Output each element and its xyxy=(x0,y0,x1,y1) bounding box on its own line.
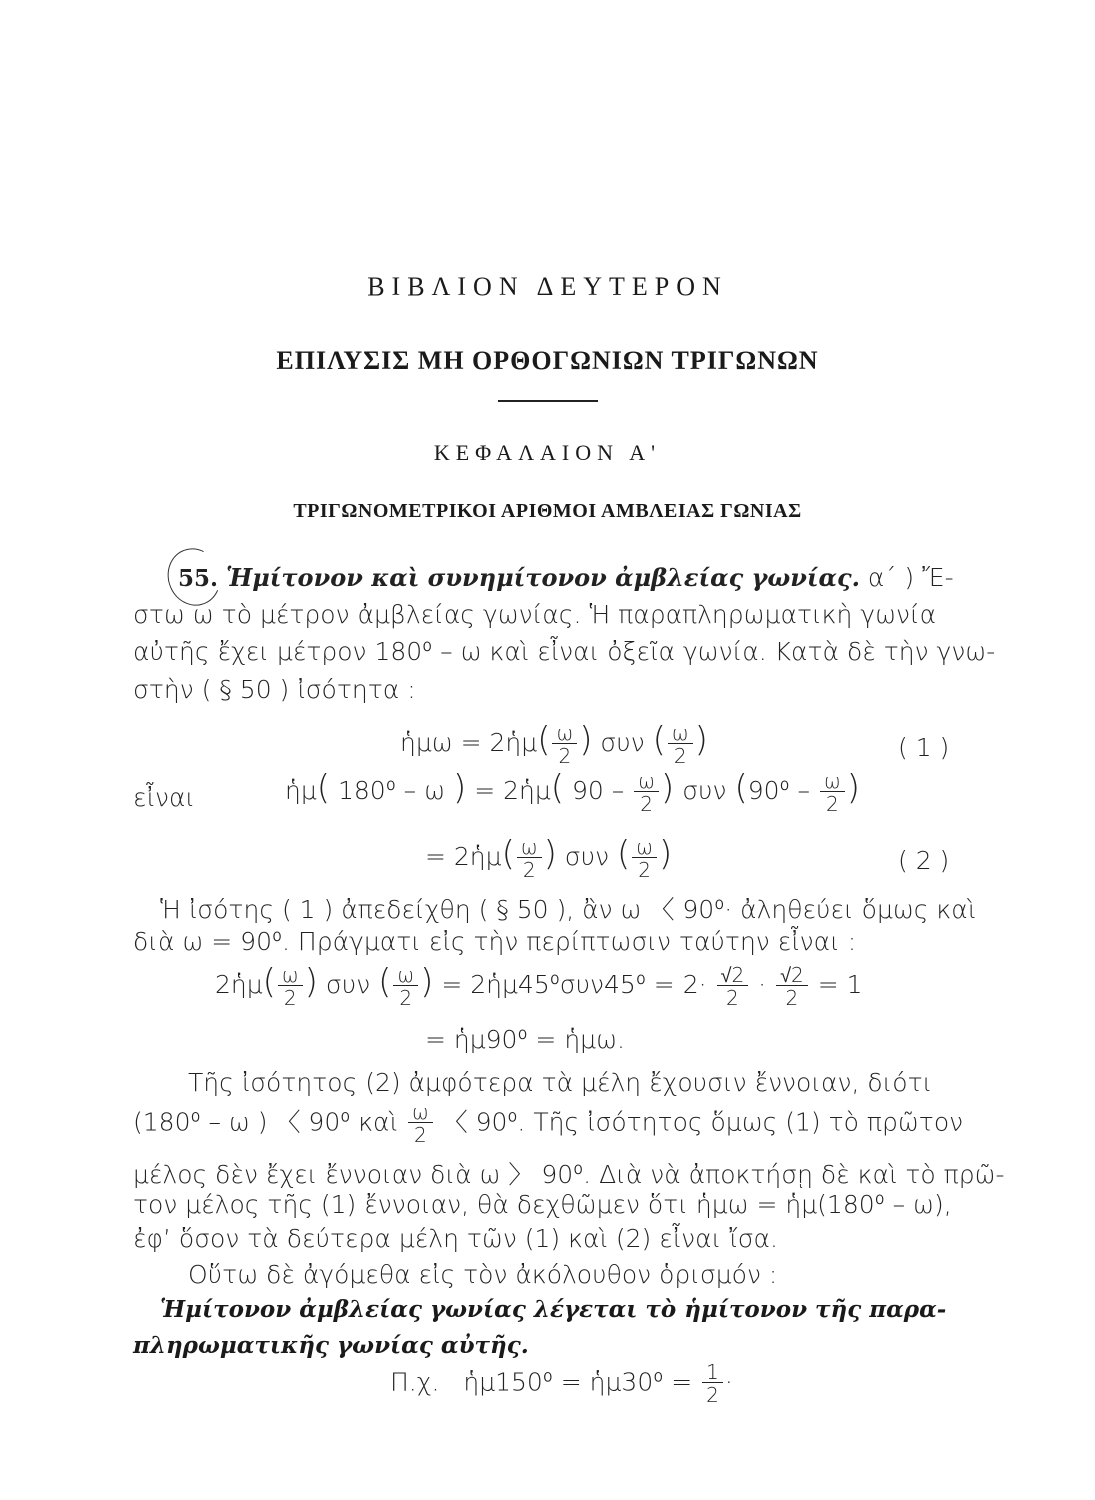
para55-line3: αὐτῆς ἔχει μέτρον 180⁰ – ω καὶ εἶναι ὀξεῖα γωνία. Κατὰ δὲ τὴν γνω- xyxy=(133,637,996,666)
body2-line6: Οὕτω δὲ ἀγόμεθα εἰς τὸν ἀκόλουθον ὁρισμόν : xyxy=(188,1260,778,1289)
para55-line1 xyxy=(178,563,954,592)
para55-line2: στω ω τὸ μέτρον ἀμβλείας γωνίας. Ἡ παραπληρωματικὴ γωνία xyxy=(133,600,937,629)
equation-5: = ἡμ90⁰ = ἡμω. xyxy=(425,1025,625,1054)
eq4-sqrt-frac-b: $\frac{√2}{2}$ xyxy=(776,965,808,1008)
eq3-label: ( 2 ) xyxy=(898,846,950,875)
eq2-prefix: εἶναι xyxy=(133,783,196,812)
eq1-frac-a: $\frac{\omega}{2}$ xyxy=(552,723,577,766)
body2-line4: τον μέλος τῆς (1) ἔννοιαν, θὰ δεχθῶμεν ὅτι ἡμω = ἡμ(180⁰ – ω), xyxy=(133,1190,952,1219)
para55-line4: στὴν ( § 50 ) ἰσότητα : xyxy=(133,675,416,704)
eq3-frac-b: $\frac{\omega}{2}$ xyxy=(632,837,657,880)
definition-line1: Ἡμίτονον ἀμβλείας γωνίας λέγεται τὸ ἡμίτονον τῆς παρα- xyxy=(160,1296,947,1323)
eq1-frac-b: $\frac{\omega}{2}$ xyxy=(668,723,693,766)
eq4-sqrt-frac-a: $\frac{√2}{2}$ xyxy=(717,965,749,1008)
body2-line5: ἐφ’ ὅσον τὰ δεύτερα μέλη τῶν (1) καὶ (2) εἶναι ἴσα. xyxy=(133,1224,778,1253)
eq4-frac-b: $\frac{\omega}{2}$ xyxy=(393,965,418,1008)
equation-1: ἡμω = 2ἡμ( $\frac{\omega}{2}$ ) συν ( $\frac{\omega}{2}$ ) xyxy=(400,720,708,768)
eq3-frac-a: $\frac{\omega}{2}$ xyxy=(517,837,542,880)
chapter-title: ΚΕΦΑΛΑΙΟΝ Α' xyxy=(433,440,662,465)
para55-heading: Ἡμίτονον καὶ συνημίτονον ἀμβλείας γωνίας. xyxy=(225,563,860,592)
book-title: ΒΙΒΛΙΟΝ ΔΕΥΤΕΡΟΝ xyxy=(367,272,728,301)
body2-line2: (180⁰ – ω ) 〈 90⁰ καὶ $\frac{\omega}{2}$ 〈 90⁰. Τῆς ἰσότητος ὅμως (1) τὸ πρῶτον xyxy=(133,1100,964,1147)
para55-line1-rest: α΄ ) Ἔ- xyxy=(867,563,954,592)
equation-4: 2ἡμ( $\frac{\omega}{2}$ ) συν ( $\frac{\omega}{2}$ ) = 2ἡμ45⁰συν45⁰ = 2· $\frac{√2}{2}$ · $\frac{√2}{2}$ = 1 xyxy=(215,962,863,1010)
equation-2: ἡμ( 180⁰ – ω ) = 2ἡμ( 90 – $\frac{\omega}{2}$ ) συν (90⁰ – $\frac{\omega}{2}$ ) xyxy=(285,768,860,816)
definition-line2: πληρωματικῆς γωνίας αὐτῆς. xyxy=(133,1332,529,1359)
para55-number: 55. xyxy=(178,565,219,592)
body2-frac: $\frac{\omega}{2}$ xyxy=(408,1102,433,1145)
part-title: ΕΠΙΛΥΣΙΣ ΜΗ ΟΡΘΟΓΩΝΙΩΝ ΤΡΙΓΩΝΩΝ xyxy=(276,346,819,375)
equation-3: = 2ἡμ( $\frac{\omega}{2}$ ) συν ( $\frac{\omega}{2}$ ) xyxy=(425,834,673,882)
eq2-frac-a: $\frac{\omega}{2}$ xyxy=(634,771,659,814)
title-divider xyxy=(498,400,598,402)
example-line: Π.χ. ἡμ150⁰ = ἡμ30⁰ = $\frac{1}{2}$ · xyxy=(390,1360,733,1407)
body-line2: διὰ ω = 90⁰. Πράγματι εἰς τὴν περίπτωσιν ταύτην εἶναι : xyxy=(133,927,857,956)
eq1-label: ( 1 ) xyxy=(898,733,950,762)
eq4-frac-a: $\frac{\omega}{2}$ xyxy=(278,965,303,1008)
eq2-frac-b: $\frac{\omega}{2}$ xyxy=(820,771,845,814)
body2-line3: μέλος δὲν ἔχει ἔννοιαν διὰ ω 〉 90⁰. Διὰ νὰ ἀποκτήσῃ δὲ καὶ τὸ πρῶ- xyxy=(133,1160,1005,1189)
body-line1: Ἡ ἰσότης ( 1 ) ἀπεδείχθη ( § 50 ), ἂν ω 〈 90⁰· ἀληθεύει ὅμως καὶ xyxy=(160,895,977,924)
eq1-lhs: ἡμω = 2ἡμ xyxy=(400,728,538,757)
eq1-mid: συν xyxy=(600,728,645,757)
body2-line1: Τῆς ἰσότητος (2) ἀμφότερα τὰ μέλη ἔχουσιν ἔννοιαν, διότι xyxy=(188,1068,933,1097)
example-frac: $\frac{1}{2}$ xyxy=(702,1362,723,1405)
section-title: ΤΡΙΓΩΝΟΜΕΤΡΙΚΟΙ ΑΡΙΘΜΟΙ ΑΜΒΛΕΙΑΣ ΓΩΝΙΑΣ xyxy=(293,500,802,522)
